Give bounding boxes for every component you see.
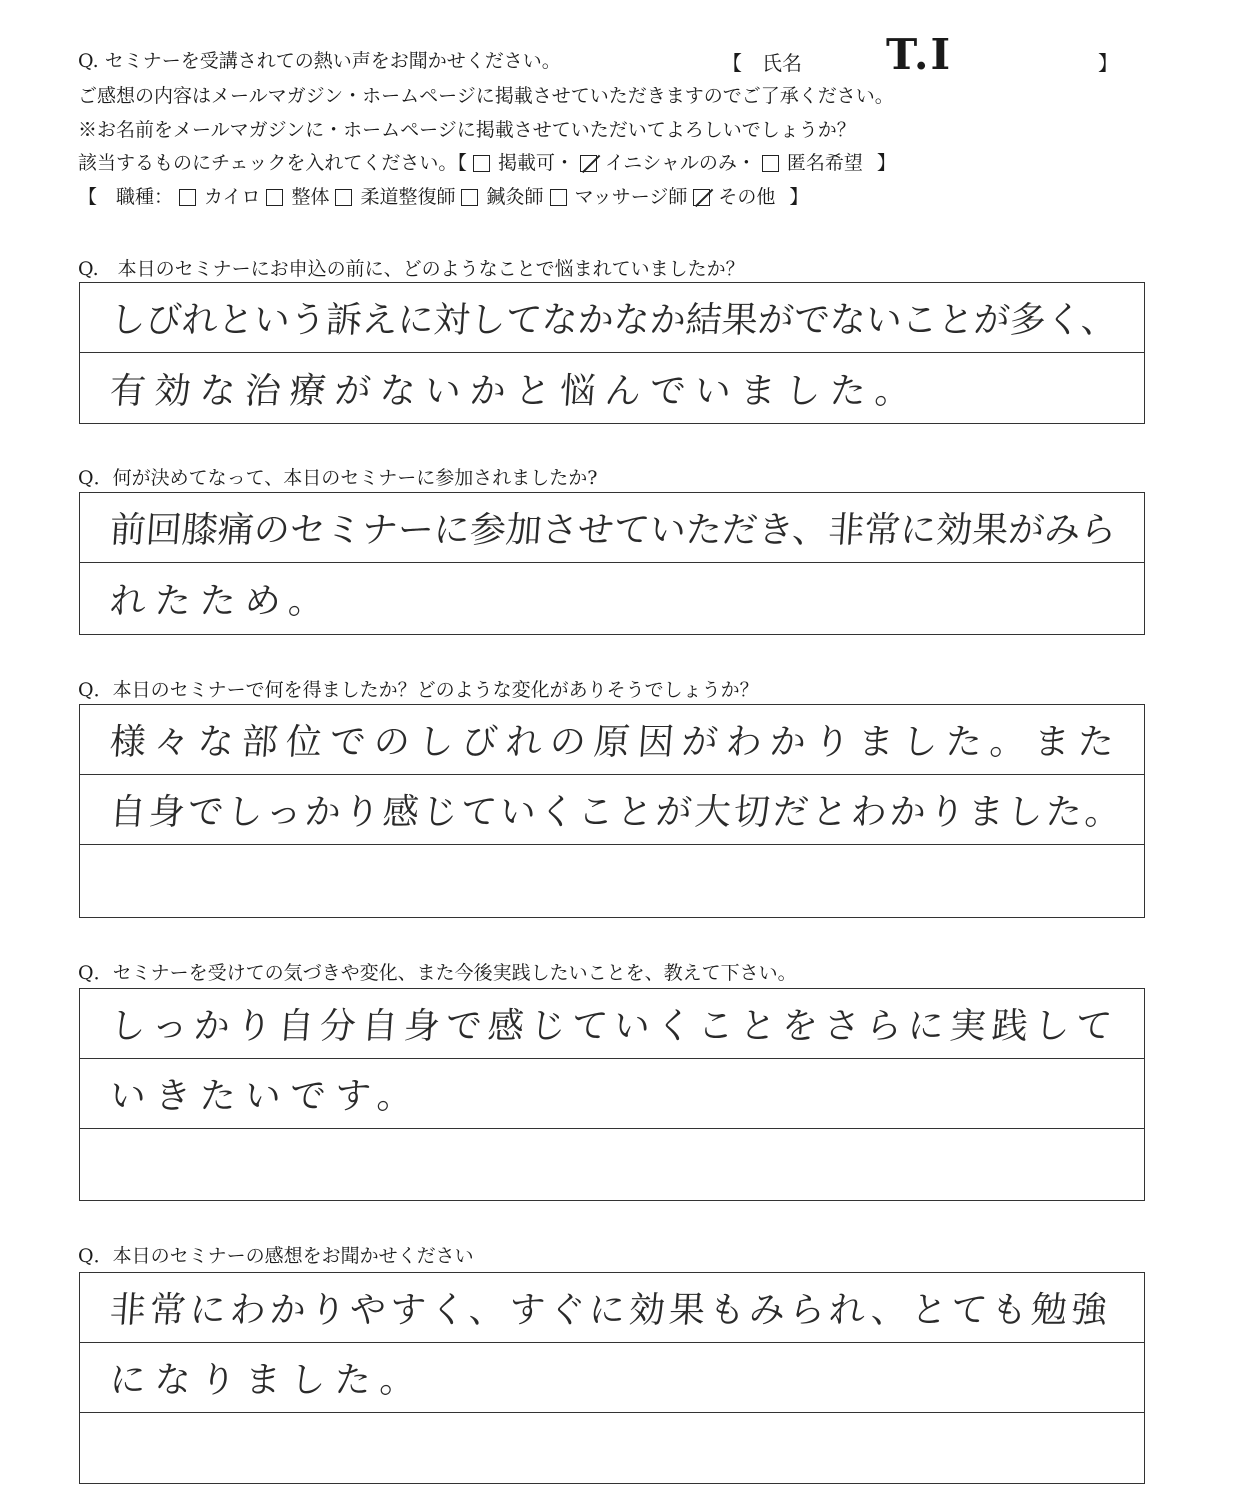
publish-ok-checkbox[interactable]	[473, 155, 490, 172]
answer-2-line-2: れたため。	[108, 580, 335, 622]
answer-3-line-2: 自身でしっかり感じていくことが大切だとわかりました。	[80, 775, 1144, 845]
question-5: Q．本日のセミナーの感想をお聞かせください	[78, 1245, 474, 1267]
answer-5-line-2: になりました。	[80, 1343, 1144, 1413]
seitai-checkbox[interactable]	[266, 189, 283, 206]
answer-5-line-1: 非常にわかりやすく、すぐに効果もみられ、とても勉強	[80, 1273, 1144, 1343]
massage-label: マッサージ師	[574, 186, 688, 208]
anonymous-checkbox[interactable]	[762, 155, 779, 172]
chiro-checkbox[interactable]	[179, 189, 196, 206]
other-checkbox[interactable]	[693, 189, 710, 206]
anonymous-label: 匿名希望	[786, 152, 863, 174]
notice-line-1: ご感想の内容はメールマガジン・ホームページに掲載させていただきますのでご了承ください。	[78, 85, 894, 107]
occupation-label: 【 職種：	[78, 186, 174, 208]
answer-4-line-2: いきたいです。	[80, 1059, 1144, 1129]
judo-therapist-checkbox[interactable]	[335, 189, 352, 206]
question-4: Q．セミナーを受けての気づきや変化、また今後実践したいことを、教えて下さい。	[78, 962, 797, 984]
massage-checkbox[interactable]	[550, 189, 567, 206]
occupation-row	[78, 184, 808, 210]
initials-only-checkbox[interactable]	[580, 155, 597, 172]
question-1: Q. 本日のセミナーにお申込の前に、どのようなことで悩まれていましたか？	[78, 258, 745, 280]
voice-question: Q. セミナーを受講されての熱い声をお聞かせください。	[78, 50, 561, 72]
other-label: その他	[718, 186, 776, 208]
seitai-label: 整体	[291, 186, 330, 208]
answer-box-4[interactable]	[79, 988, 1145, 1201]
check-close: 】	[876, 152, 896, 174]
answer-1-line-1: しびれという訴えに対してなかなか結果がでないことが多く、	[80, 283, 1144, 353]
initials-only-label: イニシャルのみ・	[604, 152, 756, 174]
answer-2-line-1: 前回膝痛のセミナーに参加させていただき、非常に効果がみら	[80, 493, 1144, 563]
publish-preference-row	[78, 150, 896, 176]
answer-3-line-1: 様々な部位でのしびれの原因がわかりました。また	[80, 705, 1144, 775]
chiro-label: カイロ	[204, 186, 261, 208]
question-2: Q．何が決めてなって、本日のセミナーに参加されましたか?	[78, 467, 598, 489]
name-close-bracket: 】	[1098, 51, 1118, 75]
check-intro: 該当するものにチェックを入れてください。【	[78, 152, 467, 174]
answer-box-2[interactable]	[79, 492, 1145, 635]
acupuncture-checkbox[interactable]	[461, 189, 478, 206]
answer-5-line-3	[80, 1413, 1144, 1483]
occupation-close: 】	[789, 186, 809, 208]
name-label: 【 氏名	[722, 51, 802, 75]
acupuncture-label: 鍼灸師	[486, 186, 544, 208]
notice-line-2: ※お名前をメールマガジンに・ホームページに掲載させていただいてよろしいでしょうか？	[78, 119, 856, 141]
answer-3-line-3	[80, 845, 1144, 915]
judo-therapist-label: 柔道整復師	[360, 186, 456, 208]
question-3: Q．本日のセミナーで何を得ましたか？どのような変化がありそうでしょうか？	[78, 679, 759, 701]
answer-4-line-3	[80, 1129, 1144, 1199]
answer-4-line-1: しっかり自分自身で感じていくことをさらに実践して	[80, 989, 1144, 1059]
answer-box-5[interactable]	[79, 1272, 1145, 1484]
answer-box-1[interactable]	[79, 282, 1145, 424]
answer-1-line-2: 有効な治療がないかと悩んでいました。	[108, 370, 922, 412]
answer-box-3[interactable]	[79, 704, 1145, 918]
publish-ok-label: 掲載可・	[497, 152, 574, 174]
name-value: T.I	[886, 30, 953, 79]
